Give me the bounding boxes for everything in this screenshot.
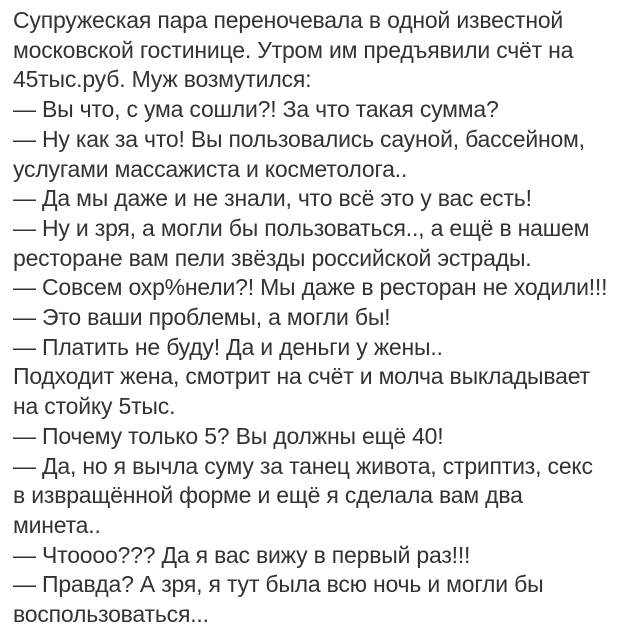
- text-line: — Ну и зря, а могли бы пользоваться.., а ещё в нашем: [13, 214, 590, 241]
- joke-text: [13, 6, 630, 630]
- text-line: на стойку 5тыс.: [13, 393, 176, 420]
- text-line: — Это ваши проблемы, а могли бы!: [13, 304, 391, 331]
- text-line: 45тыс.руб. Муж возмутился:: [13, 66, 312, 93]
- text-line: — Да мы даже и не знали, что всё это у вас есть!: [13, 185, 532, 212]
- text-line: — Правда? А зря, я тут была всю ночь и могли бы: [13, 571, 544, 598]
- text-line: — Да, но я вычла суму за танец живота, стриптиз, секс: [13, 452, 593, 479]
- text-line: — Вы что, с ума сошли?! За что такая сумма?: [13, 96, 499, 123]
- text-line: в извращённой форме и ещё я сделала вам два: [13, 482, 523, 509]
- text-line: услугами массажиста и косметолога..: [13, 155, 408, 182]
- text-line: Супружеская пара переночевала в одной известной: [13, 7, 564, 33]
- text-line: — Платить не буду! Да и деньги у жены..: [13, 333, 443, 360]
- text-line: — Ну как за что! Вы пользовались сауной, бассейном,: [13, 125, 585, 152]
- text-line: — Совсем охр%нели?! Мы даже в ресторан не ходили!!!: [13, 274, 608, 301]
- text-line: минета..: [13, 511, 101, 538]
- text-line: воспользоваться...: [13, 601, 209, 628]
- text-line: Подходит жена, смотрит на счёт и молча выкладывает: [13, 363, 590, 390]
- text-line: ресторане вам пели звёзды российской эстрады.: [13, 244, 532, 271]
- text-line: — Почему только 5? Вы должны ещё 40!: [13, 422, 444, 449]
- text-line: московской гостинице. Утром им предъявили счёт на: [13, 36, 574, 63]
- text-line: — Чтоооо??? Да я вас вижу в первый раз!!!: [13, 541, 471, 568]
